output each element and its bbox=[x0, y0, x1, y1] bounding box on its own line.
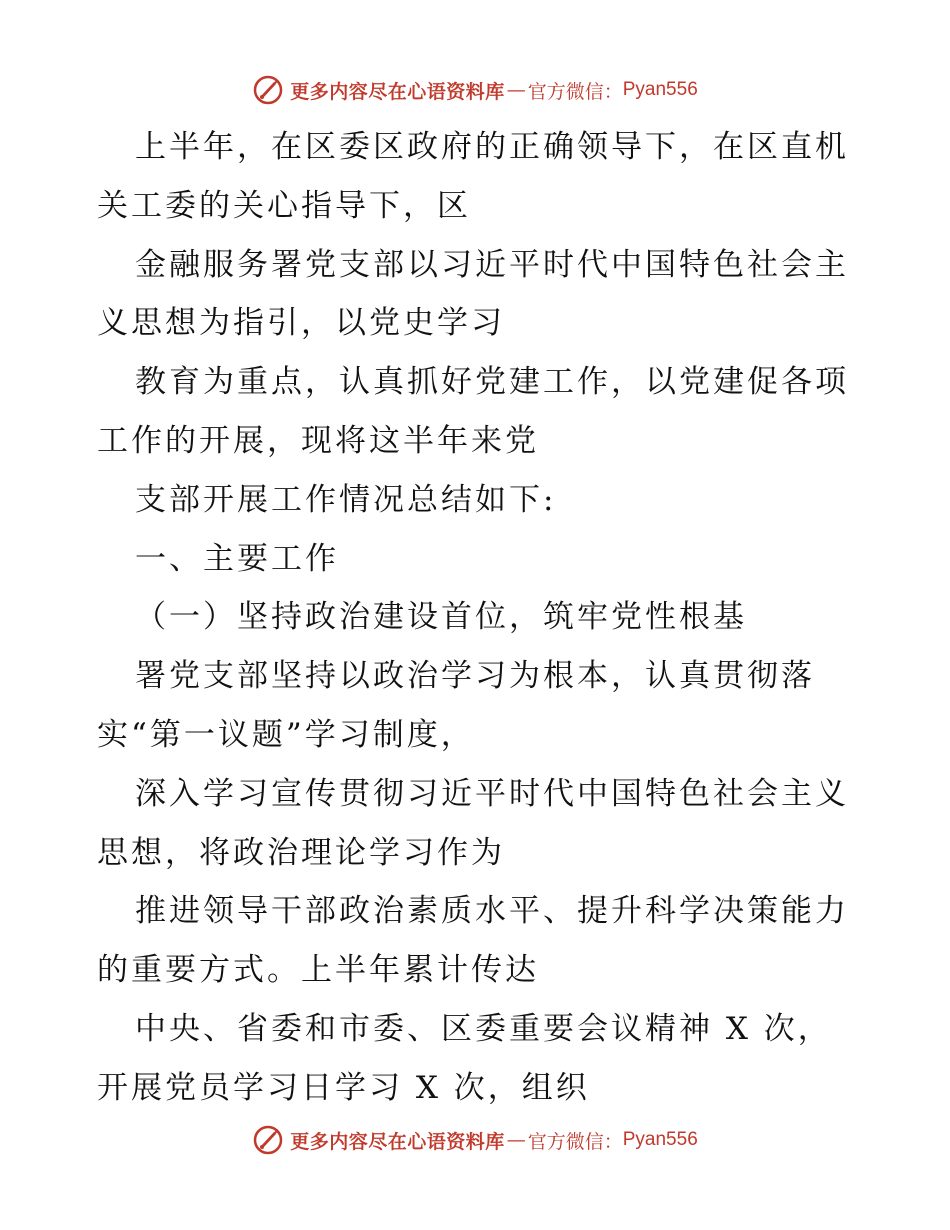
text-line: 署党支部坚持以政治学习为根本，认真贯彻落 bbox=[135, 658, 815, 695]
text-line: 思想，将政治理论学习作为 bbox=[97, 834, 505, 871]
text-line: 支部开展工作情况总结如下: bbox=[135, 481, 557, 518]
text-line: 教育为重点，认真抓好党建工作，以党建促各项 bbox=[135, 364, 849, 401]
quill-logo-icon bbox=[252, 1124, 284, 1156]
banner-slogan: 更多内容尽在心语资料库 bbox=[290, 80, 505, 103]
footer-watermark-banner bbox=[0, 1120, 950, 1160]
banner-wechat-label: 官方微信： bbox=[527, 1130, 623, 1153]
text-line: 实“第一议题”学习制度， bbox=[97, 716, 475, 753]
text-line: 推进领导干部政治素质水平、提升科学决策能力 bbox=[135, 893, 849, 930]
text-line: 中央、省委和市委、区委重要会议精神 X 次， bbox=[135, 1010, 832, 1047]
quill-logo-icon bbox=[252, 74, 284, 106]
text-line: 开展党员学习日学习 X 次，组织 bbox=[97, 1069, 590, 1106]
banner-wechat-label: 官方微信： bbox=[527, 80, 623, 103]
banner-slogan: 更多内容尽在心语资料库 bbox=[290, 1130, 505, 1153]
text-line: 上半年，在区委区政府的正确领导下，在区直机 bbox=[135, 129, 849, 165]
text-line: 一、主要工作 bbox=[135, 540, 339, 577]
text-line: 义思想为指引，以党史学习 bbox=[97, 305, 505, 342]
header-watermark-banner bbox=[0, 70, 950, 110]
banner-separator: — bbox=[506, 1129, 526, 1151]
text-line: 金融服务署党支部以习近平时代中国特色社会主 bbox=[135, 246, 849, 283]
text-line: 关工委的关心指导下，区 bbox=[97, 187, 471, 224]
text-line: 深入学习宣传贯彻习近平时代中国特色社会主义 bbox=[135, 775, 849, 812]
text-line: 的重要方式。上半年累计传达 bbox=[97, 952, 539, 989]
banner-wechat-id: Pyan556 bbox=[622, 79, 698, 100]
text-line: 工作的开展，现将这半年来党 bbox=[97, 422, 539, 459]
text-line: （一）坚持政治建设首位，筑牢党性根基 bbox=[135, 599, 747, 636]
document-body bbox=[97, 118, 857, 1118]
banner-wechat-id: Pyan556 bbox=[622, 1129, 698, 1150]
banner-separator: — bbox=[506, 79, 526, 101]
